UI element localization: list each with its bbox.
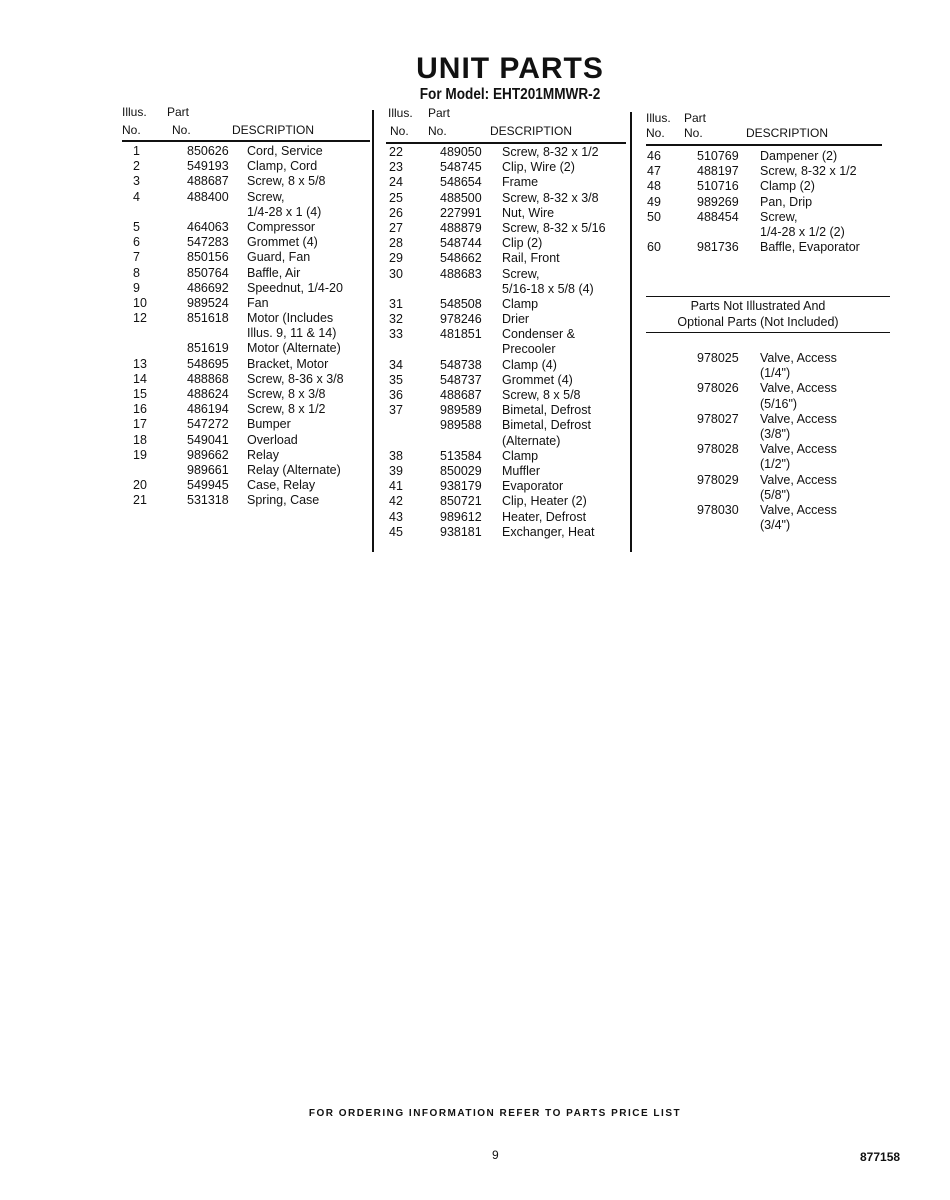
part-description: Grommet (4) <box>502 372 573 387</box>
illus-number: 41 <box>389 479 403 494</box>
part-description: Guard, Fan <box>247 250 311 265</box>
part-description: Bumper <box>247 417 291 432</box>
illus-number: 4 <box>133 189 140 204</box>
part-number: 938179 <box>440 479 482 494</box>
part-number: 851618 <box>187 311 229 326</box>
optional-parts-heading <box>646 298 870 330</box>
part-description: (5/16") <box>760 396 798 411</box>
part-description: Condenser & <box>502 327 575 342</box>
illus-number: 2 <box>133 159 140 174</box>
part-number: 981736 <box>697 240 739 255</box>
part-number: 547283 <box>187 235 229 250</box>
illus-number: 30 <box>389 266 403 281</box>
part-description: Relay (Alternate) <box>247 462 341 477</box>
part-number: 549193 <box>187 159 229 174</box>
header-part-no: No. <box>684 126 703 140</box>
part-number: 548745 <box>440 160 482 175</box>
header-part-no: No. <box>428 124 447 138</box>
part-number: 989612 <box>440 509 482 524</box>
part-number: 486194 <box>187 402 229 417</box>
illus-number: 18 <box>133 432 147 447</box>
part-description: Screw, 8-32 x 3/8 <box>502 190 599 205</box>
illus-number: 17 <box>133 417 147 432</box>
column-divider <box>372 110 374 552</box>
optional-heading-line-1: Parts Not Illustrated And <box>690 299 826 313</box>
part-number: 489050 <box>440 145 482 159</box>
page-title: UNIT PARTS <box>416 52 604 85</box>
illus-number: 28 <box>389 236 403 251</box>
illus-number: 7 <box>133 250 140 265</box>
part-number: 488879 <box>440 220 482 235</box>
illus-number: 5 <box>133 219 140 234</box>
part-number: 850029 <box>440 463 482 478</box>
part-number: 978028 <box>697 442 739 457</box>
part-description: Screw, 8-36 x 3/8 <box>247 371 344 386</box>
part-description: Clamp <box>502 448 539 463</box>
illus-number: 42 <box>389 494 403 509</box>
illus-number: 50 <box>647 209 661 224</box>
part-number: 547272 <box>187 417 229 432</box>
illus-number: 20 <box>133 478 147 493</box>
illus-number: 25 <box>389 190 403 205</box>
illus-number: 8 <box>133 265 140 280</box>
illus-number: 6 <box>133 235 140 250</box>
part-description: Speednut, 1/4-20 <box>247 280 343 295</box>
part-number: 549041 <box>187 432 229 447</box>
part-number: 488454 <box>697 209 739 224</box>
part-description: Clip, Heater (2) <box>502 494 587 509</box>
illus-number: 24 <box>389 175 403 190</box>
part-number: 978030 <box>697 502 739 517</box>
part-description: Screw, <box>760 209 798 224</box>
header-no: No. <box>390 124 409 138</box>
part-description: Screw, 8-32 x 1/2 <box>502 145 599 159</box>
part-description: Precooler <box>502 342 556 357</box>
part-number: 978026 <box>697 381 739 396</box>
part-number: 486692 <box>187 280 229 295</box>
illus-number: 15 <box>133 387 147 402</box>
part-number: 978246 <box>440 312 482 327</box>
part-number: 488624 <box>187 387 229 402</box>
part-description: Motor (Alternate) <box>247 341 341 356</box>
part-description: 1/4-28 x 1/2 (2) <box>760 224 845 239</box>
part-number: 548695 <box>187 356 229 371</box>
part-description: Screw, 8 x 1/2 <box>247 402 326 417</box>
illus-number: 14 <box>133 371 147 386</box>
part-number: 989661 <box>187 462 229 477</box>
part-number: 464063 <box>187 219 229 234</box>
part-description: Drier <box>502 312 530 327</box>
part-description: Dampener (2) <box>760 149 838 163</box>
part-description: Screw, 8 x 5/8 <box>502 388 581 403</box>
part-description: Cord, Service <box>247 144 323 158</box>
part-number: 989662 <box>187 447 229 462</box>
illus-number: 43 <box>389 509 403 524</box>
part-description: (Alternate) <box>502 433 561 448</box>
illus-number: 37 <box>389 403 403 418</box>
illus-number: 19 <box>133 447 147 462</box>
part-number: 548508 <box>440 296 482 311</box>
part-number: 850721 <box>440 494 482 509</box>
part-number: 488500 <box>440 190 482 205</box>
divider <box>386 142 626 144</box>
part-description: Bimetal, Defrost <box>502 418 591 433</box>
part-number: 488687 <box>187 174 229 189</box>
part-number: 978027 <box>697 411 739 426</box>
divider <box>122 140 370 142</box>
illus-number: 60 <box>647 240 661 255</box>
illus-number: 36 <box>389 388 403 403</box>
illus-number: 10 <box>133 295 147 310</box>
part-number: 481851 <box>440 327 482 342</box>
part-description: Clip, Wire (2) <box>502 160 575 175</box>
part-number: 488687 <box>440 388 482 403</box>
illus-number: 26 <box>389 205 403 220</box>
part-description: Valve, Access <box>760 502 837 517</box>
part-description: Clamp (2) <box>760 179 815 194</box>
illus-number: 3 <box>133 174 140 189</box>
ordering-footer: FOR ORDERING INFORMATION REFER TO PARTS PRICE LIST <box>308 1108 682 1119</box>
header-part: Part <box>167 105 190 119</box>
header-illus: Illus. <box>122 105 147 119</box>
illus-number: 45 <box>389 524 403 539</box>
part-description: Evaporator <box>502 479 564 494</box>
part-number: 488868 <box>187 371 229 386</box>
part-description: Valve, Access <box>760 472 837 487</box>
header-description: DESCRIPTION <box>232 123 315 137</box>
part-number: 978029 <box>697 472 739 487</box>
divider <box>646 144 882 146</box>
part-number: 488197 <box>697 164 739 179</box>
part-number: 531318 <box>187 493 229 508</box>
illus-number: 47 <box>647 164 661 179</box>
part-description: Exchanger, Heat <box>502 524 595 539</box>
part-number: 989269 <box>697 194 739 209</box>
part-number: 989588 <box>440 418 482 433</box>
part-number: 548744 <box>440 236 482 251</box>
header-no: No. <box>122 123 141 137</box>
header-illus: Illus. <box>646 111 671 125</box>
illus-number: 35 <box>389 372 403 387</box>
illus-number: 23 <box>389 160 403 175</box>
part-number: 510769 <box>697 149 739 163</box>
part-description: Baffle, Air <box>247 265 301 280</box>
illus-number: 22 <box>389 145 403 159</box>
part-number: 851619 <box>187 341 229 356</box>
part-description: Clamp (4) <box>502 357 557 372</box>
illus-number: 1 <box>133 144 140 158</box>
illus-number: 39 <box>389 463 403 478</box>
part-description: Valve, Access <box>760 381 837 396</box>
part-description: Valve, Access <box>760 442 837 457</box>
part-description: Heater, Defrost <box>502 509 587 524</box>
part-description: Clip (2) <box>502 236 543 251</box>
document-code: 877158 <box>860 1150 901 1164</box>
part-description: Compressor <box>247 219 316 234</box>
part-number: 548737 <box>440 372 482 387</box>
illus-number: 32 <box>389 312 403 327</box>
illus-number: 49 <box>647 194 661 209</box>
part-description: (1/2") <box>760 457 791 472</box>
part-description: Case, Relay <box>247 478 316 493</box>
part-description: Motor (Includes <box>247 311 334 326</box>
part-description: Clamp, Cord <box>247 159 318 174</box>
illus-number: 13 <box>133 356 147 371</box>
page-number: 9 <box>492 1148 499 1162</box>
part-description: Fan <box>247 295 269 310</box>
part-number: 850626 <box>187 144 229 158</box>
optional-heading-line-2: Optional Parts (Not Included) <box>677 315 839 329</box>
illus-number: 31 <box>389 296 403 311</box>
header-description: DESCRIPTION <box>746 126 829 140</box>
illus-number: 34 <box>389 357 403 372</box>
part-number: 549945 <box>187 478 229 493</box>
part-description: Relay <box>247 447 279 462</box>
part-description: Illus. 9, 11 & 14) <box>247 326 337 341</box>
part-number: 989524 <box>187 295 229 310</box>
illus-number: 12 <box>133 311 147 326</box>
part-number: 227991 <box>440 205 482 220</box>
part-description: Rail, Front <box>502 251 560 266</box>
column-divider <box>630 112 632 552</box>
part-description: Screw, 8 x 3/8 <box>247 387 326 402</box>
part-number: 938181 <box>440 524 482 539</box>
part-description: Grommet (4) <box>247 235 318 250</box>
part-number: 548662 <box>440 251 482 266</box>
part-description: Muffler <box>502 463 540 478</box>
header-part-no: No. <box>172 123 191 137</box>
part-number: 548738 <box>440 357 482 372</box>
header-description: DESCRIPTION <box>490 124 573 138</box>
illus-number: 46 <box>647 149 661 163</box>
part-description: Screw, 8-32 x 1/2 <box>760 164 857 179</box>
part-description: (3/8") <box>760 426 791 441</box>
part-description: (3/4") <box>760 518 791 533</box>
part-description: Bracket, Motor <box>247 356 329 371</box>
part-number: 989589 <box>440 403 482 418</box>
divider <box>646 296 890 297</box>
part-description: Baffle, Evaporator <box>760 240 860 255</box>
header-illus: Illus. <box>388 106 413 120</box>
header-part: Part <box>428 106 451 120</box>
part-description: Nut, Wire <box>502 205 555 220</box>
part-description: Spring, Case <box>247 493 320 508</box>
part-number: 488683 <box>440 266 482 281</box>
illus-number: 21 <box>133 493 147 508</box>
part-description: Overload <box>247 432 298 447</box>
illus-number: 33 <box>389 327 403 342</box>
part-description: Valve, Access <box>760 351 837 365</box>
part-number: 488400 <box>187 189 229 204</box>
part-number: 513584 <box>440 448 482 463</box>
part-description: Clamp <box>502 296 539 311</box>
header-part: Part <box>684 111 707 125</box>
part-description: Screw, <box>502 266 540 281</box>
part-description: Screw, 8 x 5/8 <box>247 174 326 189</box>
part-description: Screw, 8-32 x 5/16 <box>502 220 606 235</box>
header-no: No. <box>646 126 665 140</box>
model-subtitle: For Model: EHT201MMWR-2 <box>419 86 601 103</box>
part-number: 850156 <box>187 250 229 265</box>
illus-number: 27 <box>389 220 403 235</box>
illus-number: 29 <box>389 251 403 266</box>
illus-number: 9 <box>133 280 140 295</box>
part-number: 850764 <box>187 265 229 280</box>
part-description: (5/8") <box>760 487 791 502</box>
part-description: Bimetal, Defrost <box>502 403 591 418</box>
part-number: 510716 <box>697 179 739 194</box>
part-description: (1/4") <box>760 366 791 381</box>
part-number: 548654 <box>440 175 482 190</box>
part-description: Frame <box>502 175 539 190</box>
part-description: 5/16-18 x 5/8 (4) <box>502 281 594 296</box>
part-description: Valve, Access <box>760 411 837 426</box>
divider <box>646 332 890 333</box>
illus-number: 48 <box>647 179 661 194</box>
part-description: 1/4-28 x 1 (4) <box>247 204 322 219</box>
part-number: 978025 <box>697 351 739 365</box>
part-description: Pan, Drip <box>760 194 813 209</box>
part-description: Screw, <box>247 189 285 204</box>
illus-number: 16 <box>133 402 147 417</box>
illus-number: 38 <box>389 448 403 463</box>
